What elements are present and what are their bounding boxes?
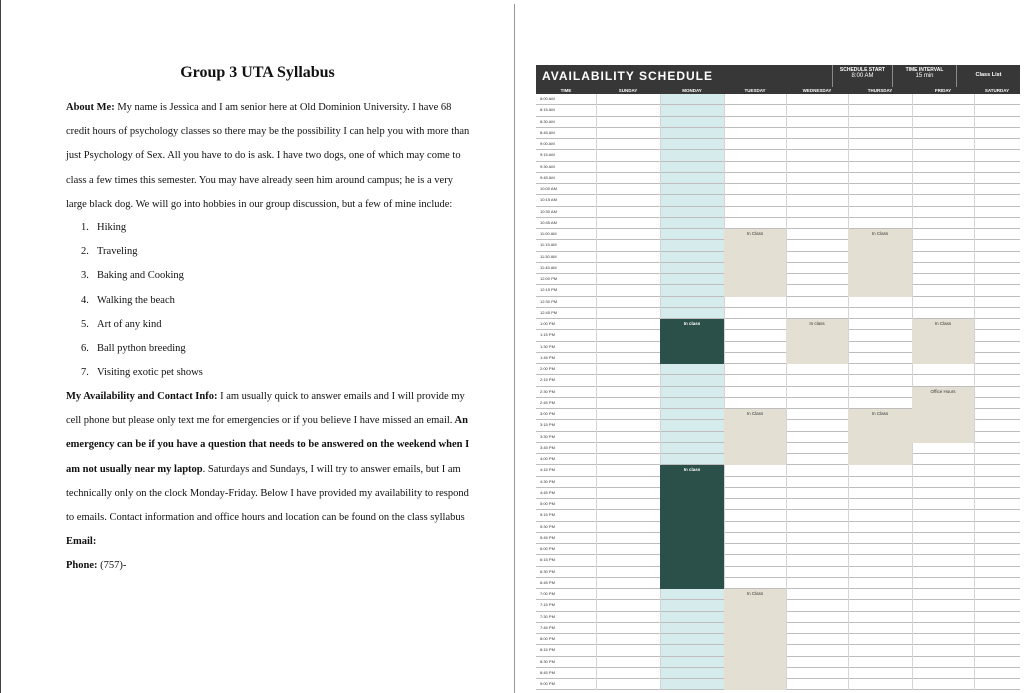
- time-label: 6:15 PM: [540, 557, 555, 563]
- column-divider: [786, 94, 787, 690]
- time-row: [536, 162, 1020, 173]
- time-row: [536, 195, 1020, 206]
- time-label: 1:00 PM: [540, 321, 555, 326]
- day-header-saturday: SATURDAY: [984, 88, 1010, 93]
- time-label: 11:30 AM: [540, 253, 557, 259]
- text-line: emergency can be if you have a question that needs to be answered on the weekend when I: [66, 439, 470, 451]
- time-label: 7:45 PM: [540, 624, 555, 630]
- time-label: 6:30 PM: [540, 568, 555, 574]
- time-row: [536, 510, 1020, 521]
- schedule-block-monday: In class: [660, 319, 724, 364]
- schedule-block-friday: Office Hours: [912, 387, 974, 443]
- class-list-link[interactable]: Class List: [956, 65, 1020, 87]
- time-label: 8:45 AM: [540, 129, 555, 135]
- time-label: 9:45 AM: [540, 174, 555, 180]
- time-label: 3:30 PM: [540, 433, 555, 439]
- email-line: [66, 530, 486, 554]
- time-label: 5:45 PM: [540, 534, 555, 540]
- phone-line: [66, 554, 486, 578]
- time-row: [536, 117, 1020, 128]
- hobbies-list: [81, 216, 203, 385]
- day-header-row: [536, 87, 1020, 94]
- schedule-block-wednesday: In class: [786, 319, 848, 364]
- time-label: 8:00 AM: [540, 96, 555, 101]
- phone-value: (757)-: [97, 560, 127, 572]
- time-label: 10:00 AM: [540, 186, 557, 191]
- schedule-page: [516, 8, 1024, 693]
- text-line: to emails. Contact information and office hours and location can be found on the class syllabus: [66, 511, 465, 523]
- time-label: 2:00 PM: [540, 366, 555, 371]
- day-header-wednesday: WEDNESDAY: [802, 88, 832, 93]
- time-label: 3:45 PM: [540, 444, 555, 450]
- day-header-monday: MONDAY: [682, 88, 702, 93]
- time-label: 12:30 PM: [540, 298, 558, 304]
- list-item: 3. Baking and Cooking: [81, 270, 184, 282]
- time-label: 9:00 AM: [540, 141, 555, 146]
- time-interval: TIME INTERVAL 15 min: [892, 65, 956, 87]
- time-label: 3:15 PM: [540, 422, 555, 428]
- time-label: 7:30 PM: [540, 613, 555, 619]
- time-label: 12:00 PM: [540, 276, 558, 281]
- column-divider: [848, 94, 849, 690]
- time-row: [536, 522, 1020, 533]
- time-row: [536, 94, 1020, 105]
- schedule-title: AVAILABILITY SCHEDULE: [542, 69, 714, 83]
- text-line: About Me: My name is Jessica and I am senior here at Old Dominion University. I have 68: [66, 102, 452, 113]
- time-row: [536, 128, 1020, 139]
- time-row: [536, 375, 1020, 386]
- schedule-block-friday: In Class: [912, 319, 974, 364]
- about-me-label: About Me:: [66, 102, 115, 113]
- list-item: 7. Visiting exotic pet shows: [81, 367, 203, 379]
- page-title: Group 3 UTA Syllabus: [180, 64, 335, 81]
- list-item: 1. Hiking: [81, 222, 127, 233]
- time-row: [536, 465, 1020, 476]
- time-label: 2:45 PM: [540, 399, 555, 405]
- text-line: My Availability and Contact Info: I am usually quick to answer emails and I will provide my: [66, 391, 465, 402]
- day-header-time: TIME: [560, 88, 572, 93]
- phone-label: Phone:: [66, 560, 98, 572]
- time-label: 4:45 PM: [540, 489, 555, 495]
- time-label: 11:15 AM: [540, 242, 557, 248]
- time-row: [536, 308, 1020, 319]
- time-label: 11:00 AM: [540, 231, 557, 236]
- time-label: 2:30 PM: [540, 388, 555, 394]
- text-line: cell phone but please only text me for emergencies or if you believe I have missed an email. An: [66, 415, 468, 427]
- time-label: 8:15 PM: [540, 647, 555, 653]
- column-divider: [974, 94, 975, 690]
- time-label: 12:45 PM: [540, 309, 558, 315]
- time-label: 9:00 PM: [540, 681, 555, 686]
- time-row: [536, 105, 1020, 116]
- email-label: Email:: [66, 536, 97, 548]
- about-me-paragraph: [66, 96, 486, 217]
- time-label: 5:15 PM: [540, 512, 555, 518]
- time-row: [536, 173, 1020, 184]
- time-row: [536, 555, 1020, 566]
- time-label: 8:45 PM: [540, 669, 555, 675]
- time-label: 1:30 PM: [540, 343, 555, 349]
- text-line: credit hours of psychology classes so there may be the possibility I can help you with more than: [66, 126, 470, 138]
- time-row: [536, 578, 1020, 589]
- time-row: [536, 544, 1020, 555]
- time-row: [536, 207, 1020, 218]
- time-row: [536, 533, 1020, 544]
- time-label: 1:45 PM: [540, 354, 555, 360]
- schedule-header: [536, 65, 1020, 87]
- time-label: 9:30 AM: [540, 163, 555, 169]
- schedule-start: SCHEDULE START 8:00 AM: [832, 65, 892, 87]
- time-label: 1:15 PM: [540, 332, 555, 338]
- time-label: 5:30 PM: [540, 523, 555, 529]
- time-row: [536, 477, 1020, 488]
- time-label: 7:00 PM: [540, 591, 555, 596]
- schedule-block-thursday: In Class: [848, 229, 912, 297]
- time-row: [536, 139, 1020, 150]
- day-header-tuesday: TUESDAY: [744, 88, 766, 93]
- text-line: am not usually near my laptop. Saturdays and Sundays, I will try to answer emails, but I am: [66, 463, 461, 475]
- time-label: 4:00 PM: [540, 456, 555, 461]
- list-item: 2. Traveling: [81, 246, 138, 258]
- time-label: 5:00 PM: [540, 501, 555, 506]
- time-label: 8:30 PM: [540, 658, 555, 664]
- list-item: 4. Walking the beach: [81, 294, 175, 306]
- schedule-block-monday: In class: [660, 465, 724, 589]
- time-row: [536, 150, 1020, 161]
- time-row: [536, 567, 1020, 578]
- time-label: 3:00 PM: [540, 411, 555, 416]
- time-row: [536, 184, 1020, 195]
- time-label: 7:15 PM: [540, 602, 555, 608]
- time-row: [536, 499, 1020, 510]
- time-label: 9:15 AM: [540, 152, 555, 158]
- list-item: 6. Ball python breeding: [81, 342, 186, 354]
- text-line: technically only on the clock Monday-Friday. Below I have provided my availability to respond: [66, 487, 469, 499]
- page-divider: [514, 4, 515, 693]
- list-item: 5. Art of any kind: [81, 318, 162, 330]
- day-header-thursday: THURSDAY: [867, 88, 893, 93]
- time-label: 4:15 PM: [540, 467, 555, 473]
- time-label: 6:00 PM: [540, 546, 555, 551]
- text-line: large black dog. We will go into hobbies in our group discussion, but a few of mine include:: [66, 198, 453, 210]
- availability-paragraph: [66, 385, 486, 579]
- time-label: 10:45 AM: [540, 219, 557, 225]
- time-label: 8:00 PM: [540, 636, 555, 641]
- schedule-block-tuesday: In Class: [724, 409, 786, 465]
- day-header-sunday: SUNDAY: [618, 88, 638, 93]
- schedule-block-thursday: In Class: [848, 409, 912, 465]
- time-label: 6:45 PM: [540, 579, 555, 585]
- time-row: [536, 488, 1020, 499]
- time-label: 8:30 AM: [540, 118, 555, 124]
- time-label: 10:15 AM: [540, 197, 557, 203]
- time-label: 2:15 PM: [540, 377, 555, 383]
- time-label: 12:15 PM: [540, 287, 558, 293]
- time-row: [536, 297, 1020, 308]
- time-label: 10:30 AM: [540, 208, 557, 214]
- schedule-block-tuesday: In Class: [724, 589, 786, 690]
- time-row: [536, 364, 1020, 375]
- column-divider: [596, 94, 597, 690]
- text-line: class a few times this semester. You may have already seen him around campus; he is a very: [66, 174, 453, 186]
- day-header-friday: FRIDAY: [934, 88, 952, 93]
- time-label: 11:45 AM: [540, 264, 557, 270]
- schedule-block-tuesday: In Class: [724, 229, 786, 297]
- time-label: 8:15 AM: [540, 107, 555, 113]
- time-label: 4:30 PM: [540, 478, 555, 484]
- column-divider: [660, 94, 661, 690]
- time-row: [536, 218, 1020, 229]
- availability-label: My Availability and Contact Info:: [66, 391, 218, 402]
- text-line: just Psychology of Sex. All you have to do is ask. I have two dogs, one of which may come to: [66, 150, 461, 162]
